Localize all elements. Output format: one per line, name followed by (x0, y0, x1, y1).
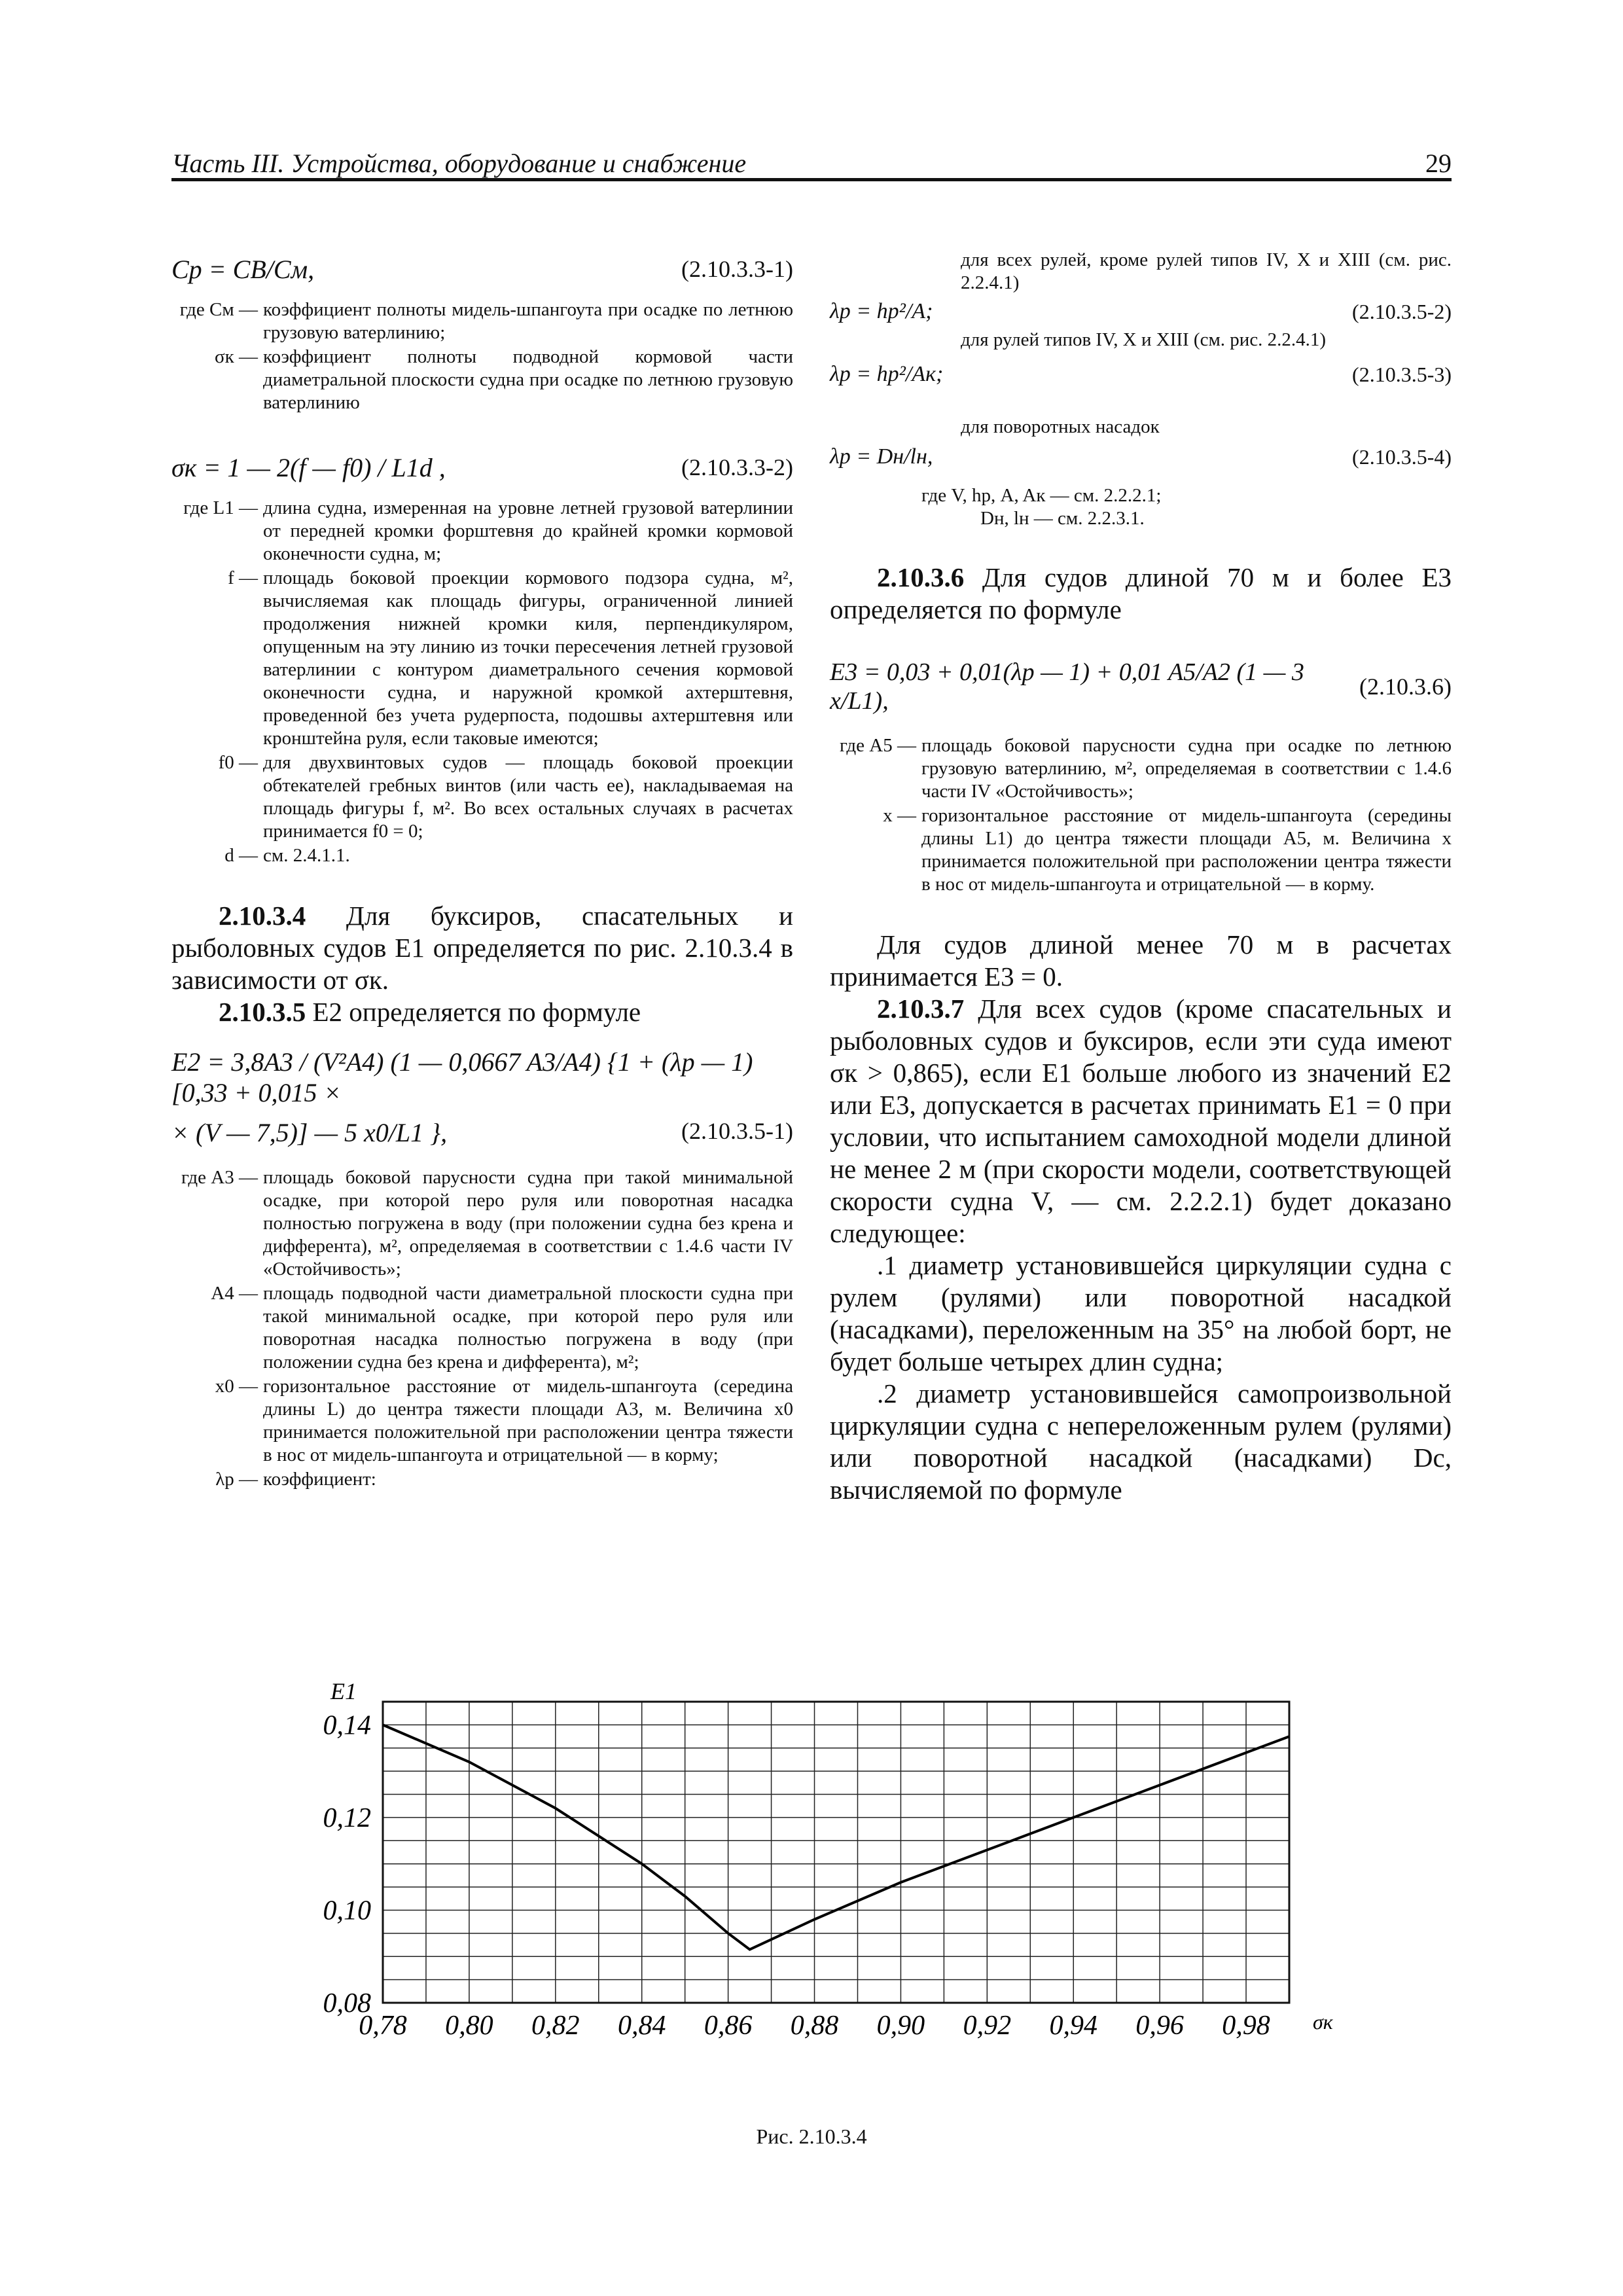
paragraph-2-10-3-5: 2.10.3.5 E2 определяется по формуле (219, 997, 641, 1027)
x-tick-label: 0,78 (359, 2011, 407, 2041)
x-tick-label: 0,98 (1222, 2011, 1270, 2041)
x-tick-label: 0,84 (617, 2011, 666, 2041)
formula-2-10-3-5-4: λр = Dн/lн, (2.10.3.5-4) (830, 444, 1452, 469)
definitions-4: где A5 — площадь боковой парусности судна при осадке по летнюю грузовую ватерлинию, м², определяемая в соответствии с 1.4.6 части IV «Остойчивость»; x — горизонтальное расстояние от мидель-шпангоута (середины длины L1) до центра тяжести площади A5, м. Величина x принимается положительной при расположении центра тяжести в нос от мидель-шпангоута и отрицательной — в корму. (839, 735, 1452, 895)
formula-2-10-3-6: E3 = 0,03 + 0,01(λр — 1) + 0,01 A5/A2 (1 — 3 x/L1), (2.10.3.6) (830, 658, 1452, 715)
header-rule (171, 178, 1452, 181)
left-column (171, 249, 793, 1492)
paragraph-2-10-3-7: 2.10.3.7 Для всех судов (кроме спасательных и рыболовных судов и буксиров, если эти суда имеют σк > 0,865), если E1 больше любого из значений E2 или E3, допускается в расчетах принимать E1 = 0 при условии, что испытанием самоходной модели длиной не менее 2 м (при скорости модели, соответствующей скорости судна V, — см. 2.2.2.1) будет доказано следующее: (830, 994, 1452, 1248)
definitions-3: где A3 — площадь боковой парусности судна при такой минимальной осадке, при которой перо руля или поворотная насадка полностью погружена в воду (при положении судна без крена и дифферента), м², определяемая в соответствии с 1.4.6 части IV «Остойчивость»; A4 — площадь подводной части диаметральной плоскости судна при такой минимальной осадке, при которой перо руля или поворотная насадка полностью погружена в воду (при положении судна без крена и дифферента), м²; x0 — горизонтальное расстояние от мидель-шпангоута (середина длины L) до центра тяжести площади A3, м. Величина x0 принимается положительной при расположении центра тяжести в нос от мидель-шпангоута и отрицательной — в корму; λр — коэффициент: (181, 1167, 793, 1490)
y-axis-label: E1 (330, 1678, 357, 1704)
chart-figure (281, 1676, 1333, 2094)
paragraph-item-1: .1 диаметр установившейся циркуляции судна с рулем (рулями) или поворотной насадкой (насадками), переложенным на 35° на любой борт, не будет больше четырех длин судна; (830, 1250, 1452, 1376)
page-number: 29 (1425, 149, 1452, 178)
definitions-1: где Cм — коэффициент полноты мидель-шпангоута при осадке по летнюю грузовую ватерлинию; σк — коэффициент полноты подводной кормовой части диаметральной плоскости судна при осадке по летнюю грузовую ватерлинию (179, 299, 793, 413)
x-tick-label: 0,96 (1135, 2011, 1184, 2041)
y-tick-label: 0,12 (323, 1803, 371, 1833)
formula-2-10-3-3-2: σк = 1 — 2(f — f0) / L1d , (2.10.3.3-2) (171, 452, 793, 482)
x-tick-label: 0,92 (963, 2011, 1012, 2041)
x-tick-label: 0,86 (704, 2011, 753, 2041)
paragraph-2-10-3-4: 2.10.3.4 Для буксиров, спасательных и рыболовных судов E1 определяется по рис. 2.10.3.4 в зависимости от σк. (171, 901, 793, 995)
formula-2-10-3-5-3: λр = hр²/Aк; (2.10.3.5-3) (830, 362, 1452, 386)
note-nozzles: для поворотных насадок (961, 416, 1160, 437)
formula-2-10-3-5-2: λр = hр²/A; (2.10.3.5-2) (830, 299, 1452, 323)
plot-frame (383, 1702, 1289, 2003)
paragraph-item-2: .2 диаметр установившейся самопроизвольной циркуляции судна с непереложенным рулем (рулями) или поворотной насадкой (насадками) Dс, вычисляемой по формуле (830, 1378, 1452, 1505)
running-header: Часть III. Устройства, оборудование и снабжение (171, 149, 747, 178)
references: где V, hр, A, Aк — см. 2.2.2.1; Dн, lн — см. 2.2.3.1. (921, 485, 1162, 529)
right-column (830, 249, 1452, 1506)
series-line (383, 1725, 1289, 1949)
y-tick-label: 0,08 (323, 1988, 371, 2018)
definitions-2: где L1 — длина судна, измеренная на уровне летней грузовой ватерлинии от передней кромки форштевня до крайней кромки кормовой оконечности судна, м; f — площадь боковой проекции кормового подзора судна, м², вычисляемая как площадь фигуры, ограниченной линией продолжения нижней кромки киля, перпендикуляром, опущенным на эту линию из точки пересечения летней грузовой ватерлинии с контуром диаметрального сечения кормовой оконечности судна, и наружной кромкой ахтерштевня, проведенной без учета рудерпоста, подошвы ахтерштевня или кронштейна руля, если таковые имеются; f0 — для двухвинтовых судов — площадь боковой проекции обтекателей гребных винтов (или часть ее), накладываемая на площадь фигуры f, м². Во всех остальных случаях в расчетах принимается f0 = 0; d — см. 2.4.1.1. (183, 497, 793, 866)
x-tick-label: 0,90 (876, 2011, 925, 2041)
y-tick-label: 0,14 (323, 1710, 371, 1741)
note-rudder-types: для рулей типов IV, X и XIII (см. рис. 2.2.4.1) (961, 329, 1327, 350)
x-tick-label: 0,88 (790, 2011, 839, 2041)
formula-2-10-3-3-1: Cp = CB/Cм, (2.10.3.3-1) (171, 254, 793, 284)
x-tick-label: 0,80 (445, 2011, 493, 2041)
figure-caption: Рис. 2.10.3.4 (756, 2125, 867, 2148)
paragraph-e3-zero: Для судов длиной менее 70 м в расчетах принимается E3 = 0. (830, 929, 1452, 992)
e1-sigma-chart (281, 1676, 1333, 2094)
x-tick-label: 0,82 (531, 2011, 580, 2041)
x-axis-label: σк (1313, 2010, 1333, 2034)
note-all-rudders: для всех рулей, кроме рулей типов IV, X и XIII (см. рис. 2.2.4.1) (961, 249, 1452, 293)
formula-2-10-3-5-1: E2 = 3,8A3 / (V²A4) (1 — 0,0667 A3/A4) {1 + (λр — 1)[0,33 + 0,015 × × (V — 7,5)] — 5 x0/L1 }, (2.10.3.5-1) (171, 1047, 793, 1147)
paragraph-2-10-3-6: 2.10.3.6 Для судов длиной 70 м и более E3 определяется по формуле (830, 562, 1452, 624)
y-tick-label: 0,10 (323, 1895, 371, 1926)
x-tick-label: 0,94 (1049, 2011, 1097, 2041)
